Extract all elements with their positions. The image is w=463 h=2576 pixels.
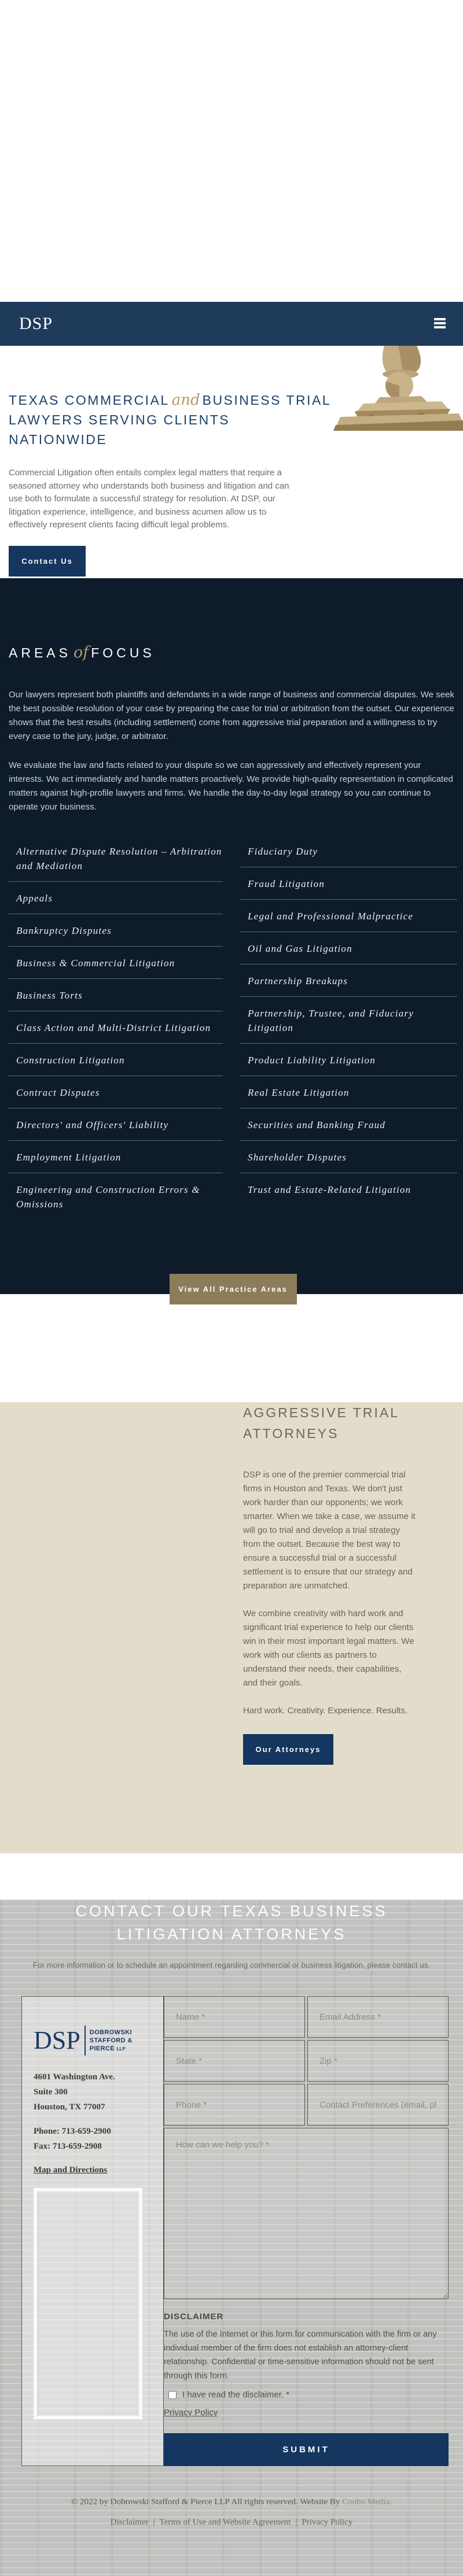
firm-logo-name: DOBROWSKI STAFFORD & PIERCE LLP: [89, 2028, 133, 2052]
areas-of-focus-section: [0, 578, 463, 1294]
practice-area-item[interactable]: [240, 1085, 457, 1108]
practice-area-label: Real Estate Litigation: [248, 1087, 350, 1098]
website-credit-link[interactable]: Coobo Media.: [342, 2497, 392, 2507]
heading-text-pre: AREAS: [9, 645, 71, 660]
practice-area-item[interactable]: [9, 1150, 223, 1173]
top-whitespace: [0, 0, 463, 302]
contact-section: [0, 1899, 463, 2576]
phone-input[interactable]: [164, 2084, 305, 2126]
practice-area-label: Business & Commercial Litigation: [16, 958, 175, 969]
disclaimer-checkbox-row: [164, 2390, 449, 2400]
practice-area-item[interactable]: [240, 877, 457, 900]
practice-area-item[interactable]: [240, 941, 457, 964]
practice-area-item[interactable]: [240, 1182, 457, 1205]
attorneys-paragraph-2: We combine creativity with hard work and significant trial experience to help our clients win in their most important legal matters. We work with our clients as partners to understand their needs, their capabilities, and their goals.: [243, 1609, 414, 1688]
contact-preferences-input[interactable]: [307, 2084, 449, 2126]
footer-separator: |: [295, 2518, 297, 2527]
practice-area-label: Securities and Banking Fraud: [248, 1119, 386, 1130]
address-line-3: Houston, TX 77007: [34, 2102, 105, 2112]
practice-area-label: Directors' and Officers' Liability: [16, 1119, 169, 1130]
our-attorneys-button[interactable]: Our Attorneys: [243, 1734, 333, 1765]
form-field-grid: [164, 1996, 449, 2126]
practice-area-label: Oil and Gas Litigation: [248, 943, 352, 954]
attorneys-tagline: Hard work. Creativity. Experience. Results.: [243, 1706, 407, 1716]
practice-area-item[interactable]: [240, 1053, 457, 1076]
practice-areas-left-column: [9, 844, 223, 1229]
practice-area-item[interactable]: [240, 974, 457, 997]
firm-logo-llp: LLP: [116, 2046, 126, 2052]
practice-area-item[interactable]: [240, 1118, 457, 1141]
contact-heading: CONTACT OUR TEXAS BUSINESS LITIGATION ATTORNEYS: [75, 1902, 388, 1943]
practice-area-label: Appeals: [16, 893, 53, 904]
practice-area-item[interactable]: [9, 988, 223, 1011]
practice-area-item[interactable]: [9, 956, 223, 979]
practice-area-item[interactable]: [9, 891, 223, 914]
practice-area-item[interactable]: [9, 923, 223, 947]
attorneys-content: [243, 1402, 418, 1765]
firm-address: [34, 2069, 152, 2115]
practice-areas-list: [9, 844, 457, 1229]
footer-separator: |: [153, 2518, 155, 2527]
email-input[interactable]: [307, 1996, 449, 2038]
title-script-and: and: [171, 391, 200, 409]
practice-area-label: Fraud Litigation: [248, 878, 325, 889]
contact-form-container: [21, 1996, 449, 2466]
message-textarea[interactable]: [164, 2128, 449, 2299]
firm-logo-monogram: DSP: [34, 2026, 80, 2054]
footer-links: [0, 2518, 463, 2527]
attorneys-heading: AGGRESSIVE TRIAL ATTORNEYS: [243, 1405, 399, 1441]
footer-privacy-link[interactable]: Privacy Policy: [302, 2518, 353, 2527]
practice-area-label: Contract Disputes: [16, 1087, 100, 1098]
practice-area-item[interactable]: [240, 909, 457, 932]
hero-section: [0, 346, 463, 578]
disclaimer-block: [164, 2312, 449, 2418]
practice-area-item[interactable]: [9, 1118, 223, 1141]
firm-logo: [34, 2026, 152, 2056]
disclaimer-checkbox-label: I have read the disclaimer. *: [182, 2390, 290, 2400]
contact-subheading: For more information or to schedule an appointment regarding commercial or business litigation, please contact us.: [32, 1961, 431, 1969]
practice-area-label: Class Action and Multi-District Litigation: [16, 1022, 211, 1033]
practice-area-label: Product Liability Litigation: [248, 1055, 376, 1066]
practice-area-label: Fiduciary Duty: [248, 846, 318, 857]
practice-area-item[interactable]: [9, 1021, 223, 1044]
areas-paragraph-2: We evaluate the law and facts related to your dispute so we can aggressively and effectively represent your interests. We act immediately and handle matters proactively. We provide high-quality representation in complicated matters against high-profile lawyers and firms. We handle the day-to-day legal strategy so you can continue to operate your business.: [9, 760, 453, 812]
submit-button[interactable]: SUBMIT: [164, 2433, 449, 2466]
practice-area-label: Legal and Professional Malpractice: [248, 911, 414, 922]
hero-intro-paragraph: Commercial Litigation often entails complex legal matters that require a seasoned attorney who understands both business and litigation and can use both to formulate a successful strategy for resolution. At DSP, our litigation experience, intelligence, and business acumen allow us to effectively represent clients facing difficult legal problems.: [9, 468, 289, 530]
practice-area-item[interactable]: [240, 1006, 457, 1044]
practice-area-label: Shareholder Disputes: [248, 1152, 347, 1163]
firm-fax: Fax: 713-659-2908: [34, 2142, 102, 2151]
heading-text-post: FOCUS: [91, 645, 155, 660]
page-title: [9, 390, 333, 449]
disclaimer-heading: DISCLAIMER: [164, 2312, 224, 2322]
practice-area-label: Trust and Estate-Related Litigation: [248, 1184, 411, 1195]
practice-area-label: Alternative Dispute Resolution – Arbitration and Mediation: [16, 846, 222, 871]
contact-form-fields: [164, 1996, 449, 2466]
areas-paragraph-1: Our lawyers represent both plaintiffs and defendants in a wide range of business and commercial disputes. We seek the best possible resolution of your case by preparing the case for trial or arbitration from the outset. Our experience shows that the best results (including settlement) come from aggressive trial preparation and a willingness to try every case to the jury, judge, or arbitrator.: [9, 690, 454, 741]
practice-area-label: Partnership, Trustee, and Fiduciary Litigation: [248, 1008, 414, 1033]
disclaimer-checkbox[interactable]: [168, 2391, 177, 2399]
site-header: [0, 302, 463, 346]
practice-area-label: Engineering and Construction Errors & Omissions: [16, 1184, 200, 1210]
firm-phone-fax: [34, 2124, 152, 2154]
footer: [0, 2497, 463, 2527]
practice-area-item[interactable]: [9, 1053, 223, 1076]
heading-script-of: of: [73, 644, 89, 661]
name-input[interactable]: [164, 1996, 305, 2038]
title-text-post: BUSINESS TRIAL LAWYERS SERVING CLIENTS NATIONWIDE: [9, 393, 331, 447]
practice-area-item[interactable]: [240, 1150, 457, 1173]
footer-terms-link[interactable]: Terms of Use and Website Agreement: [159, 2518, 291, 2527]
practice-area-label: Bankruptcy Disputes: [16, 925, 112, 936]
copyright-line: [0, 2497, 463, 2507]
title-text-pre: TEXAS COMMERCIAL: [9, 393, 170, 408]
privacy-policy-link[interactable]: Privacy Policy: [164, 2408, 218, 2418]
firm-info-card: [21, 1996, 164, 2466]
disclaimer-text: The use of the Internet or this form for communication with the firm or any individual member of the firm does not establish an attorney-client relationship. Confidential or time-sensitive information should not be sent through this form.: [164, 2330, 437, 2381]
copyright-text: © 2022 by Dobrowski Stafford & Pierce LLP All rights reserved. Website By: [71, 2497, 340, 2507]
address-line-2: Suite 300: [34, 2087, 68, 2097]
address-line-1: 4601 Washington Ave.: [34, 2072, 115, 2082]
practice-area-item[interactable]: [9, 1182, 223, 1219]
attorneys-paragraph-1: DSP is one of the premier commercial trial firms in Houston and Texas. We don't just work harder than our opponents; we work smarter. When we take a case, we assume it will go to trial and develop a trial strategy from the outset. Because the best way to ensure a successful trial or a successful settlement is to ensure that our strategy and preparation are unmatched.: [243, 1470, 416, 1591]
practice-area-item[interactable]: [9, 844, 223, 882]
zip-input[interactable]: [307, 2040, 449, 2082]
hamburger-menu-icon[interactable]: [434, 318, 446, 330]
areas-of-focus-heading: [9, 644, 457, 661]
practice-area-label: Partnership Breakups: [248, 975, 348, 986]
contact-us-button[interactable]: Contact Us: [9, 546, 86, 576]
practice-area-label: Employment Litigation: [16, 1152, 122, 1163]
practice-areas-right-column: [240, 844, 457, 1229]
state-input[interactable]: [164, 2040, 305, 2082]
attorneys-section: [0, 1402, 463, 1853]
practice-area-item[interactable]: [9, 1085, 223, 1108]
footer-disclaimer-link[interactable]: Disclaimer: [110, 2518, 149, 2527]
building-photo: [34, 2188, 142, 2419]
practice-area-label: Construction Litigation: [16, 1055, 125, 1066]
logo-divider: [84, 2026, 86, 2056]
column-statue-image: [329, 346, 463, 431]
site-logo[interactable]: DSP: [19, 314, 53, 333]
map-and-directions-link[interactable]: Map and Directions: [34, 2165, 108, 2175]
practice-area-item[interactable]: [240, 844, 457, 867]
view-all-practice-areas-button[interactable]: View All Practice Areas: [170, 1274, 297, 1304]
practice-area-label: Business Torts: [16, 990, 83, 1001]
firm-phone: Phone: 713-659-2900: [34, 2127, 111, 2136]
